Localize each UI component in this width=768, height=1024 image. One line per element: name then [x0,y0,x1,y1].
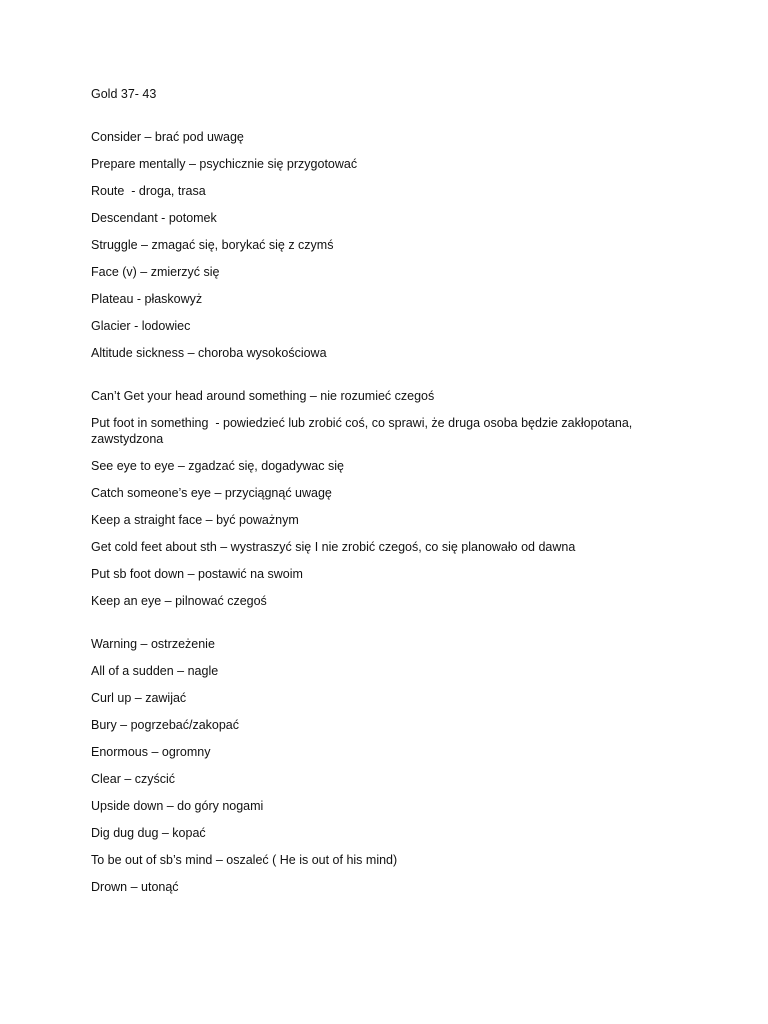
vocabulary-group-3 [91,636,691,895]
page-title: Gold 37- 43 [91,87,157,101]
vocab-entry: Plateau - płaskowyż [91,292,203,306]
vocab-entry: Warning – ostrzeżenie [91,637,215,651]
vocab-entry: Keep an eye – pilnować czegoś [91,594,267,608]
vocab-entry: Keep a straight face – być poważnym [91,513,299,527]
vocab-entry: Put sb foot down – postawić na swoim [91,567,303,581]
vocab-entry: Get cold feet about sth – wystraszyć się I nie zrobić czegoś, co się planowało od dawna [91,540,576,554]
vocab-entry: To be out of sb’s mind – oszaleć ( He is out of his mind) [91,853,398,867]
vocab-entry: See eye to eye – zgadzać się, dogadywac się [91,459,344,473]
vocab-entry: Face (v) – zmierzyć się [91,265,220,279]
vocab-entry: Prepare mentally – psychicznie się przygotować [91,157,358,171]
vocab-entry: Descendant - potomek [91,211,217,225]
vocab-entry: Catch someone’s eye – przyciągnąć uwagę [91,486,332,500]
vocab-entry: Dig dug dug – kopać [91,826,206,840]
vocab-entry: Put foot in something - powiedzieć lub zrobić coś, co sprawi, że druga osoba będzie zakłopotana, zawstydzona [91,416,636,446]
vocabulary-group-2 [91,388,691,609]
vocab-entry: Enormous – ogromny [91,745,211,759]
section-gap [91,620,691,636]
vocab-entry: Clear – czyścić [91,772,176,786]
vocab-entry: Route - droga, trasa [91,184,206,198]
vocab-entry: Upside down – do góry nogami [91,799,264,813]
vocab-entry: Bury – pogrzebać/zakopać [91,718,240,732]
vocab-entry: Consider – brać pod uwagę [91,130,244,144]
vocab-entry: Curl up – zawijać [91,691,187,705]
vocab-entry: Glacier - lodowiec [91,319,191,333]
section-gap [91,372,691,388]
vocab-entry: Altitude sickness – choroba wysokościowa [91,346,327,360]
document-page [91,86,691,906]
vocab-entry: All of a sudden – nagle [91,664,219,678]
vocab-entry: Struggle – zmagać się, borykać się z czymś [91,238,334,252]
vocab-entry: Can’t Get your head around something – nie rozumieć czegoś [91,389,435,403]
vocab-entry: Drown – utonąć [91,880,179,894]
vocabulary-group-1 [91,129,691,361]
